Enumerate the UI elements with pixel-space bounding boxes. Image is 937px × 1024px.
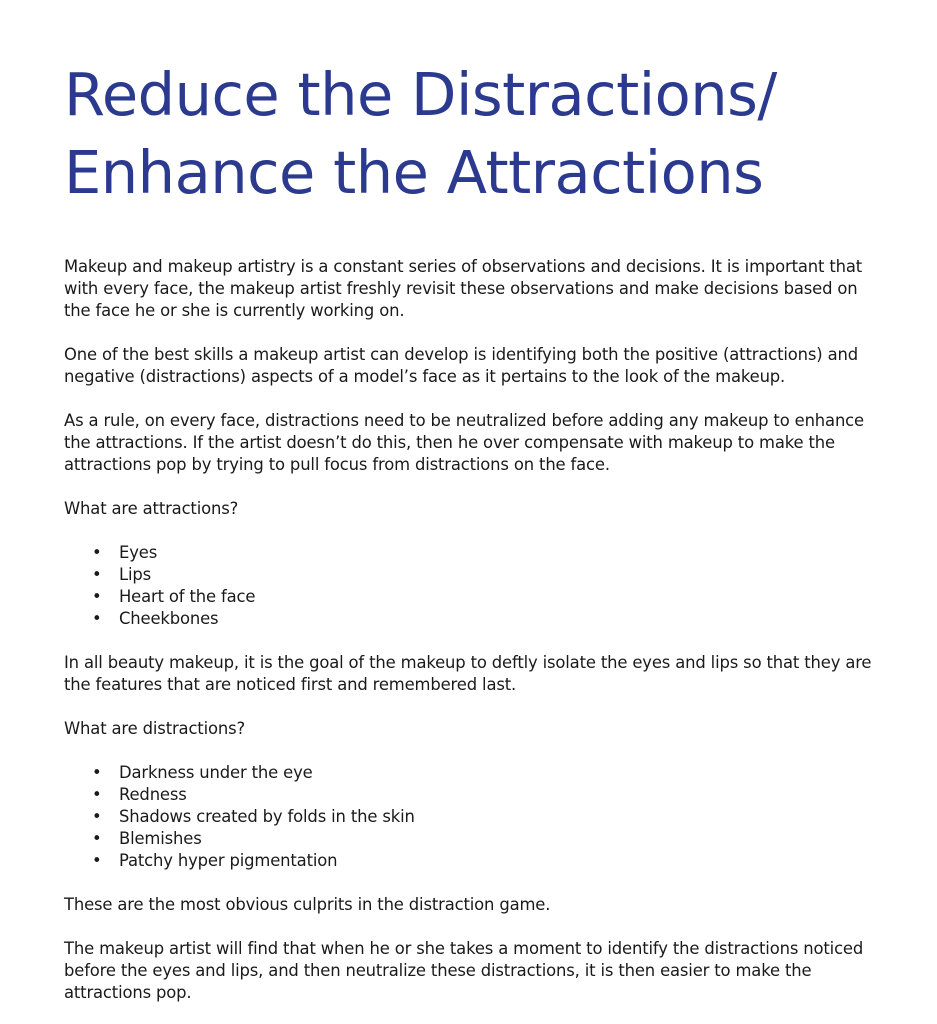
rule-paragraph: As a rule, on every face, distractions need to be neutralized before adding any makeup to enhance the attractions. If the artist doesn’t do this, then he over compensate with makeup to make the attractions pop by trying to pull focus from distractions on the face. bbox=[64, 411, 864, 474]
goal-paragraph: In all beauty makeup, it is the goal of the makeup to deftly isolate the eyes and lips so that they are the features that are noticed first and remembered last. bbox=[64, 653, 872, 694]
list-item: • Heart of the face bbox=[119, 586, 874, 608]
list-item: • Eyes bbox=[119, 542, 874, 564]
list-item: • Redness bbox=[119, 784, 874, 806]
culprits-paragraph: These are the most obvious culprits in the distraction game. bbox=[64, 895, 551, 914]
title-line-1: Reduce the Distractions/ bbox=[64, 60, 777, 129]
document-body bbox=[64, 256, 874, 1004]
list-item: • Darkness under the eye bbox=[119, 762, 874, 784]
distractions-question: What are distractions? bbox=[64, 719, 246, 738]
intro-paragraph: Makeup and makeup artistry is a constant series of observations and decisions. It is important that with every face, the makeup artist freshly revisit these observations and make decisions based on the face he or she is currently working on. bbox=[64, 257, 863, 320]
page-title bbox=[64, 56, 874, 212]
title-line-2: Enhance the Attractions bbox=[64, 138, 764, 207]
document-page bbox=[64, 56, 874, 1004]
list-item: • Cheekbones bbox=[119, 608, 874, 630]
conclusion-paragraph: The makeup artist will find that when he or she takes a moment to identify the distractions noticed before the eyes and lips, and then neutralize these distractions, it is then easier to make the attractions pop. bbox=[64, 939, 864, 1002]
attractions-question: What are attractions? bbox=[64, 499, 239, 518]
list-item: • Patchy hyper pigmentation bbox=[119, 850, 874, 872]
distractions-list bbox=[64, 762, 874, 872]
list-item: • Blemishes bbox=[119, 828, 874, 850]
skills-paragraph: One of the best skills a makeup artist can develop is identifying both the positive (attractions) and negative (distractions) aspects of a model’s face as it pertains to the look of the makeup. bbox=[64, 345, 858, 386]
attractions-list bbox=[64, 542, 874, 630]
list-item: • Shadows created by folds in the skin bbox=[119, 806, 874, 828]
list-item: • Lips bbox=[119, 564, 874, 586]
